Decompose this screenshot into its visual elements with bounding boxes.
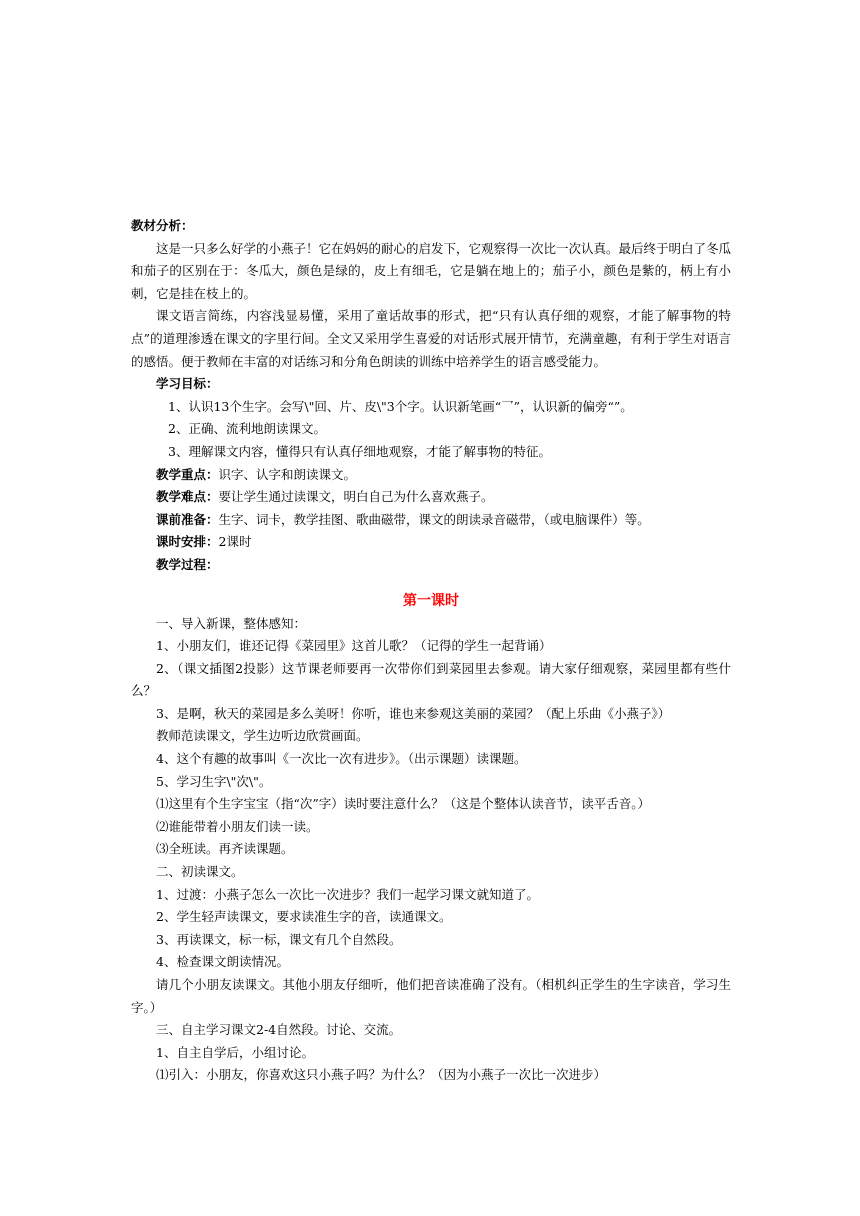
lesson-line: 2、学生轻声读课文，要求读准生字的音，读通课文。: [156, 909, 452, 925]
schedule: [131, 531, 731, 554]
teaching-focus-label: 教学重点：: [156, 466, 219, 482]
lesson-1-title: 第一课时: [403, 592, 459, 609]
lesson-line: ⑵谁能带着小朋友们读一读。: [156, 818, 319, 834]
lesson-line: 三、自主学习课文2-4自然段。讨论、交流。: [156, 1022, 402, 1038]
lesson-line: 1、过渡：小燕子怎么一次比一次进步？我们一起学习课文就知道了。: [156, 886, 539, 902]
section-title-analysis: 教材分析：: [131, 218, 194, 233]
lesson-line: 1、小朋友们，谁还记得《菜园里》这首儿歌？（记得的学生一起背诵）: [156, 638, 552, 654]
teaching-process-label: 教学过程：: [156, 556, 219, 572]
lesson-line: 3、再读课文，标一标，课文有几个自然段。: [156, 931, 402, 947]
schedule-label: 课时安排：: [156, 534, 219, 550]
class-preparation-label: 课前准备：: [156, 511, 219, 527]
document-page: [131, 215, 731, 1087]
class-preparation: [131, 509, 731, 532]
teaching-focus: [131, 464, 731, 487]
lesson-line: 3、是啊，秋天的菜园是多么美呀！你听，谁也来参观这美丽的菜园？（配上乐曲《小燕子》）: [156, 705, 671, 721]
teaching-difficulty: [131, 486, 731, 509]
schedule-text: 2课时: [218, 534, 252, 550]
section-title-goals: 学习目标：: [156, 376, 219, 392]
goal-item-2: 2、正确、流利地朗读课文。: [168, 421, 326, 437]
lesson-line: ⑶全班读。再齐读课题。: [156, 841, 294, 857]
lesson-line: 1、自主自学后，小组讨论。: [156, 1044, 314, 1060]
lesson-line: 教师范读课文，学生边听边欣赏画面。: [156, 728, 369, 744]
analysis-paragraph-2: 课文语言简练，内容浅显易懂，采用了童话故事的形式，把“只有认真仔细的观察，才能了解事物的特点”的道理渗透在课文的字里行间。全文又采用学生喜爱的对话形式展开情节，充满童趣，有利于学生对语言的感悟。便于教师在丰富的对话练习和分角色朗读的训练中培养学生的语言感受能力。: [131, 308, 731, 369]
teaching-focus-text: 识字、认字和朗读课文。: [218, 466, 357, 482]
lesson-line: 一、导入新课，整体感知：: [156, 615, 307, 631]
goal-item-3: 3、理解课文内容，懂得只有认真仔细地观察，才能了解事物的特征。: [168, 443, 551, 459]
teaching-difficulty-text: 要让学生通过读课文，明白自己为什么喜欢燕子。: [218, 489, 494, 505]
goal-item-1: 1、认识13个生字。会写\"回、片、皮\"3个字。认识新笔画“乛”，认识新的偏旁“”。: [168, 398, 633, 414]
lesson-line: 5、学习生字\"次\"。: [156, 773, 272, 789]
lesson-line: ⑴引入：小朋友，你喜欢这只小燕子吗？为什么？（因为小燕子一次比一次进步）: [156, 1067, 607, 1083]
lesson-line: 请几个小朋友读课文。其他小朋友仔细听，他们把音读准确了没有。（相机纠正学生的生字读音，学习生字。）: [131, 977, 731, 1015]
lesson-line: ⑴这里有个生字宝宝（指“次”字）读时要注意什么？（这是个整体认读音节，读平舌音。）: [156, 796, 651, 812]
lesson-line: 2、（课文插图2投影）这节课老师要再一次带你们到菜园里去参观。请大家仔细观察，菜园里都有些什么？: [131, 660, 731, 699]
teaching-difficulty-label: 教学难点：: [156, 489, 219, 505]
class-preparation-text: 生字、词卡，教学挂图、歌曲磁带，课文的朗读录音磁带，（或电脑课件）等。: [218, 511, 650, 527]
lesson-line: 4、这个有趣的故事叫《一次比一次有进步》。（出示课题）读课题。: [156, 751, 527, 767]
lesson-line: 二、初读课文。: [156, 864, 244, 880]
lesson-line: 4、检查课文朗读情况。: [156, 954, 289, 970]
analysis-paragraph-1: 这是一只多么好学的小燕子！它在妈妈的耐心的启发下，它观察得一次比一次认真。最后终于明白了冬瓜和茄子的区别在于：冬瓜大，颜色是绿的，皮上有细毛，它是躺在地上的；茄子小，颜色是紫的，柄上有小刺，它是挂在枝上的。: [131, 240, 732, 301]
